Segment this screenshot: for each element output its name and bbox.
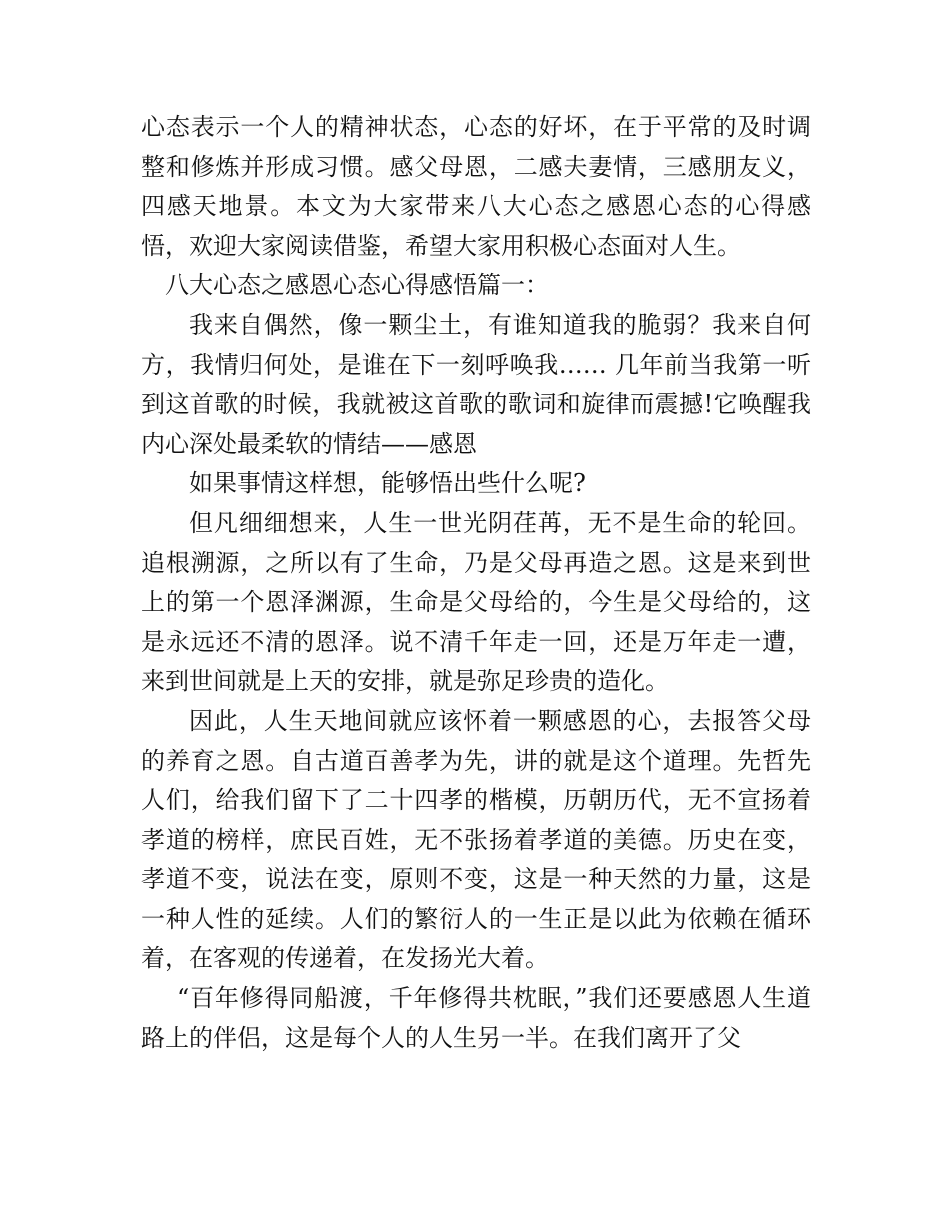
body-paragraph-3: 但凡细细想来，人生一世光阴荏苒，无不是生命的轮回。追根溯源，之所以有了生命，乃是父母再造之恩。这是来到世上的第一个恩泽渊源，生命是父母给的，今生是父母给的，这是永远还不清的恩泽。说不清千年走一回，还是万年走一遭，来到世间就是上天的安排，就是弥足珍贵的造化。 bbox=[141, 508, 811, 696]
body-paragraph-1: 我来自偶然，像一颗尘土，有谁知道我的脆弱？我来自何方，我情归何处，是谁在下一刻呼唤我…… 几年前当我第一听到这首歌的时候，我就被这首歌的歌词和旋律而震撼!它唤醒我内心深处最柔软的情结——感恩 bbox=[141, 310, 811, 458]
intro-paragraph: 心态表示一个人的精神状态，心态的好坏，在于平常的及时调整和修炼并形成习惯。感父母恩，二感夫妻情，三感朋友义，四感天地景。本文为大家带来八大心态之感恩心态的心得感悟，欢迎大家阅读借鉴，希望大家用积极心态面对人生。 bbox=[141, 113, 811, 260]
body-paragraph-2: 如果事情这样想，能够悟出些什么呢? bbox=[189, 469, 586, 498]
body-paragraph-4: 因此，人生天地间就应该怀着一颗感恩的心，去报答父母的养育之恩。自古道百善孝为先，讲的就是这个道理。先哲先人们，给我们留下了二十四孝的楷模，历朝历代，无不宣扬着孝道的榜样，庶民百姓，无不张扬着孝道的美德。历史在变，孝道不变，说法在变，原则不变，这是一种天然的力量，这是一种人性的延续。人们的繁衍人的一生正是以此为依赖在循环着，在客观的传递着，在发扬光大着。 bbox=[141, 706, 811, 973]
section-title: 八大心态之感恩心态心得感悟篇一： bbox=[165, 271, 549, 300]
body-paragraph-5: “百年修得同船渡，千年修得共枕眠，”我们还要感恩人生道路上的伴侣，这是每个人的人生另一半。在我们离开了父 bbox=[141, 984, 811, 1052]
document-page bbox=[141, 108, 811, 1058]
